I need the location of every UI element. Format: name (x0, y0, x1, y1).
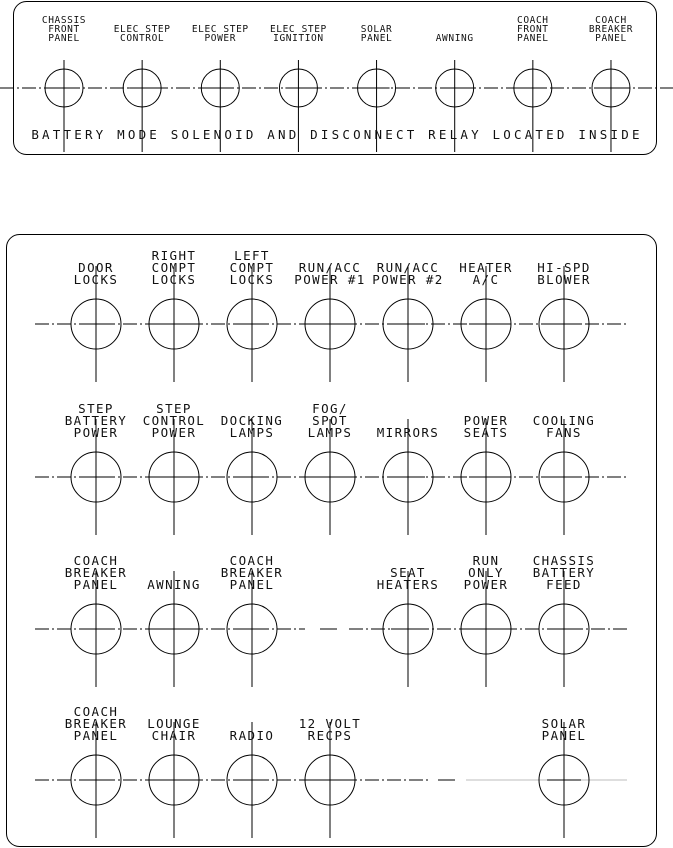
breaker-label-line: ELEC STEP (191, 24, 249, 35)
breaker-run-only-power (461, 553, 511, 687)
breaker-power-seats (461, 413, 511, 535)
breaker-label-line: LOCKS (151, 272, 197, 287)
breaker-label-line: CONTROL (120, 33, 165, 44)
bottom-panel-breakers (35, 248, 627, 838)
breaker-label-line: PANEL (229, 577, 275, 592)
breaker-label-line: SEATS (463, 425, 509, 440)
breaker-label-line: LOCKS (229, 272, 275, 287)
breaker-label-line: PANEL (595, 33, 627, 44)
breaker-label-line: ONLY (468, 565, 504, 580)
breaker-lounge-chair (147, 716, 201, 838)
breaker-right-compt-locks (149, 248, 199, 382)
breaker-label-line: COMPT (151, 260, 197, 275)
breaker-solar-panel (539, 716, 589, 838)
breaker-label-line: LEFT (234, 248, 270, 263)
breaker-label-line: POWER #1 (294, 272, 366, 287)
breaker-label-line: SEAT (390, 565, 426, 580)
breaker-label-line: ELEC STEP (269, 24, 327, 35)
breaker-label-line: COOLING (532, 413, 596, 428)
breaker-label-line: PANEL (48, 33, 80, 44)
breaker-label-line: FRONT (48, 24, 80, 35)
breaker-step-battery-power (65, 401, 127, 535)
breaker-label-line: DOOR (78, 260, 114, 275)
breaker-label-line: RADIO (229, 728, 275, 743)
breaker-label-line: FOG/ (312, 401, 348, 416)
breaker-label-line: AWNING (435, 33, 474, 44)
breaker-label-line: FEED (546, 577, 582, 592)
breaker-label-line: LOCKS (73, 272, 119, 287)
breaker-coach-breaker-panel (65, 704, 127, 838)
breaker-label-line: HI-SPD (537, 260, 591, 275)
breaker-cooling-fans (533, 413, 595, 535)
breaker-label-line: STEP (156, 401, 192, 416)
breaker-label-line: BREAKER (64, 716, 128, 731)
breaker-label-line: FRONT (517, 24, 549, 35)
breaker-heater-a-c (459, 260, 513, 382)
breaker-label-line: BREAKER (220, 565, 284, 580)
breaker-run-acc-power-1 (294, 260, 365, 382)
breaker-label-line: SOLAR (541, 716, 587, 731)
breaker-label-line: POWER (463, 577, 509, 592)
breaker-label-line: BLOWER (537, 272, 591, 287)
breaker-label-line: PANEL (517, 33, 549, 44)
breaker-chassis-battery-feed (533, 553, 595, 687)
breaker-label-line: LOUNGE (147, 716, 201, 731)
breaker-label-line: A/C (472, 272, 500, 287)
breaker-label-line: LAMPS (307, 425, 353, 440)
breaker-label-line: MIRRORS (376, 425, 440, 440)
breaker-label-line: COACH (73, 704, 119, 719)
breaker-label-line: BATTERY (532, 565, 596, 580)
breaker-coach-breaker-panel (65, 553, 127, 687)
breaker-label-line: RECPS (307, 728, 353, 743)
breaker-label-line: FANS (546, 425, 582, 440)
breaker-label-line: POWER (151, 425, 197, 440)
breaker-label-line: CHASSIS (532, 553, 596, 568)
breaker-fog-spot-lamps (305, 401, 355, 535)
breaker-label-line: COACH (595, 15, 627, 26)
breaker-label-line: CHAIR (151, 728, 197, 743)
breaker-label-line: AWNING (147, 577, 201, 592)
breaker-label-line: BREAKER (64, 565, 128, 580)
breaker-label-line: PANEL (73, 728, 119, 743)
breaker-run-acc-power-2 (372, 260, 443, 382)
breaker-label-line: COACH (229, 553, 275, 568)
breaker-label-line: RIGHT (151, 248, 197, 263)
breaker-label-line: SOLAR (360, 24, 393, 35)
breaker-label-line: BATTERY (64, 413, 128, 428)
breaker-label-line: BREAKER (588, 24, 634, 35)
breaker-seat-heaters (377, 565, 439, 687)
breaker-label-line: STEP (78, 401, 114, 416)
breaker-mirrors (377, 419, 439, 535)
breaker-label-line: DOCKING (220, 413, 284, 428)
breaker-label-line: ELEC STEP (113, 24, 171, 35)
breaker-label-line: POWER (204, 33, 237, 44)
breaker-label-line: COACH (73, 553, 119, 568)
breaker-label-line: SPOT (312, 413, 348, 428)
breaker-label-line: PANEL (73, 577, 119, 592)
breaker-docking-lamps (221, 413, 283, 535)
breaker-label-line: POWER #2 (372, 272, 444, 287)
breaker-label-line: PANEL (541, 728, 587, 743)
breaker-hi-spd-blower (537, 260, 591, 382)
breaker-label-line: RUN/ACC (376, 260, 440, 275)
breaker-label-line: HEATERS (376, 577, 440, 592)
breaker-label-line: IGNITION (273, 33, 324, 44)
breaker-door-locks (71, 260, 121, 382)
breaker-12-volt-recps (299, 716, 361, 838)
breaker-label-line: CONTROL (142, 413, 206, 428)
breaker-label-line: LAMPS (229, 425, 275, 440)
breaker-label-line: POWER (73, 425, 119, 440)
breaker-coach-breaker-panel (221, 553, 283, 687)
breaker-label-line: COMPT (229, 260, 275, 275)
breaker-label-line: PANEL (360, 33, 393, 44)
breaker-label-line: 12 VOLT (298, 716, 362, 731)
breaker-label-line: COACH (517, 15, 549, 26)
breaker-left-compt-locks (227, 248, 277, 382)
breaker-step-control-power (143, 401, 205, 535)
breaker-label-line: CHASSIS (41, 15, 87, 26)
breaker-label-line: POWER (463, 413, 509, 428)
top-panel-note: BATTERY MODE SOLENOID AND DISCONNECT RELAY LOCATED INSIDE (31, 127, 643, 142)
breaker-label-line: RUN/ACC (298, 260, 362, 275)
breaker-label-line: RUN (472, 553, 500, 568)
breaker-label-line: HEATER (459, 260, 513, 275)
